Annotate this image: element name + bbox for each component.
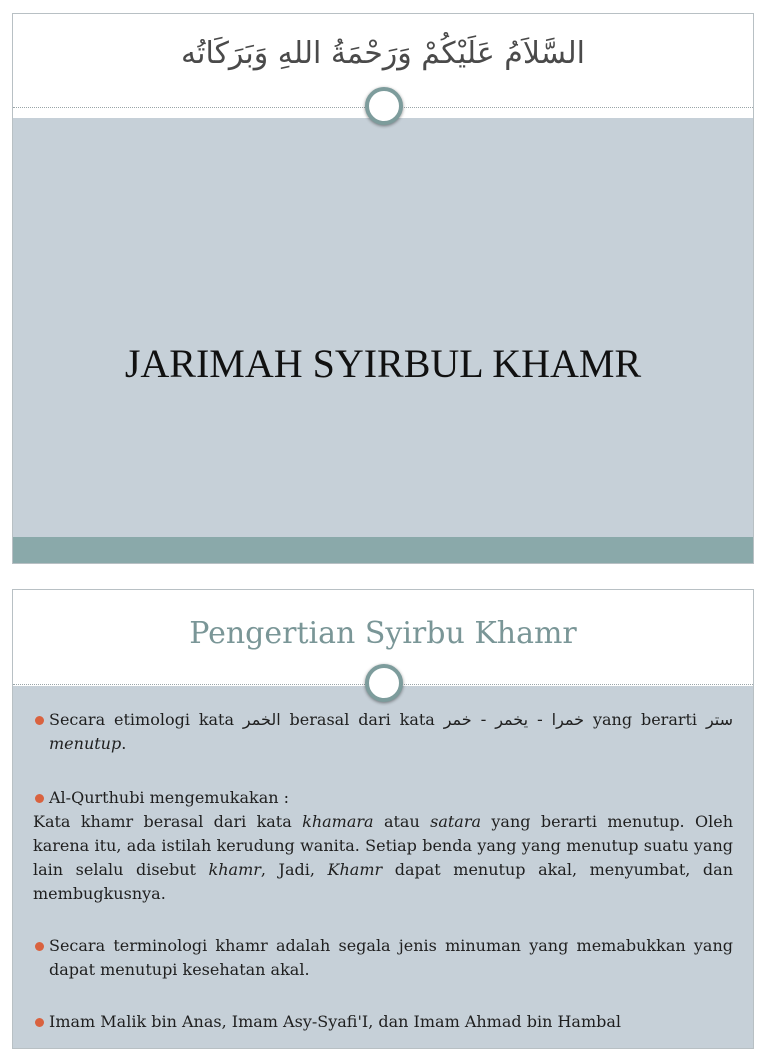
arabic-word: ستر [705,710,734,729]
text: berasal dari kata [280,710,444,729]
italic-term: menutup [49,734,122,753]
arabic-greeting: السَّلاَمُ عَلَيْكُمْ وَرَحْمَةُ اللهِ وَبَرَكَاتُه [181,36,585,71]
slide-body [13,118,753,537]
bullet-terminology [33,934,733,982]
bullet-dot-icon [35,1018,44,1027]
text: Kata khamr berasal dari kata [33,812,303,831]
circle-ornament-icon [365,87,403,125]
bullet-etymology [33,708,733,756]
bullet-dot-icon [35,794,44,803]
italic-term: Khamr [327,860,383,879]
bullet-dot-icon [35,942,44,951]
text: Al-Qurthubi mengemukakan : [49,788,290,807]
slide-content [33,708,733,1034]
text: dapat menutup akal, menyumbat, dan membugkusnya. [33,860,734,903]
footer-band [13,537,753,564]
slide-title: JARIMAH SYIRBUL KHAMR [124,341,642,386]
text: Secara terminologi khamr adalah segala jenis minuman yang memabukkan yang dapat menutupi kesehatan akal. [49,936,733,979]
bullet-imams [33,1010,733,1034]
content-slide [12,589,754,1049]
text: . [121,734,127,753]
bullet-dot-icon [35,716,44,725]
text: Secara etimologi kata [49,710,243,729]
text: Imam Malik bin Anas, Imam Asy-Syafi'I, dan Imam Ahmad bin Hambal [49,1012,622,1031]
paragraph-qurthubi [33,810,733,906]
text: atau [373,812,431,831]
section-title: Pengertian Syirbu Khamr [189,616,577,651]
title-slide [12,13,754,564]
arabic-word: الخمر [242,710,281,729]
text: yang berarti [584,710,706,729]
italic-term: khamr [208,860,261,879]
arabic-word: خمرا - يخمر - خمر [443,710,585,729]
bullet-qurthubi [33,786,733,810]
circle-ornament-icon [365,664,403,702]
italic-term: satara [430,812,482,831]
text: , Jadi, [260,860,328,879]
italic-term: khamara [302,812,374,831]
text: yang berarti menutup. Oleh karena itu, ada istilah kerudung wanita. Setiap benda yang yang menutup suatu yang lain selalu disebut [33,812,734,879]
